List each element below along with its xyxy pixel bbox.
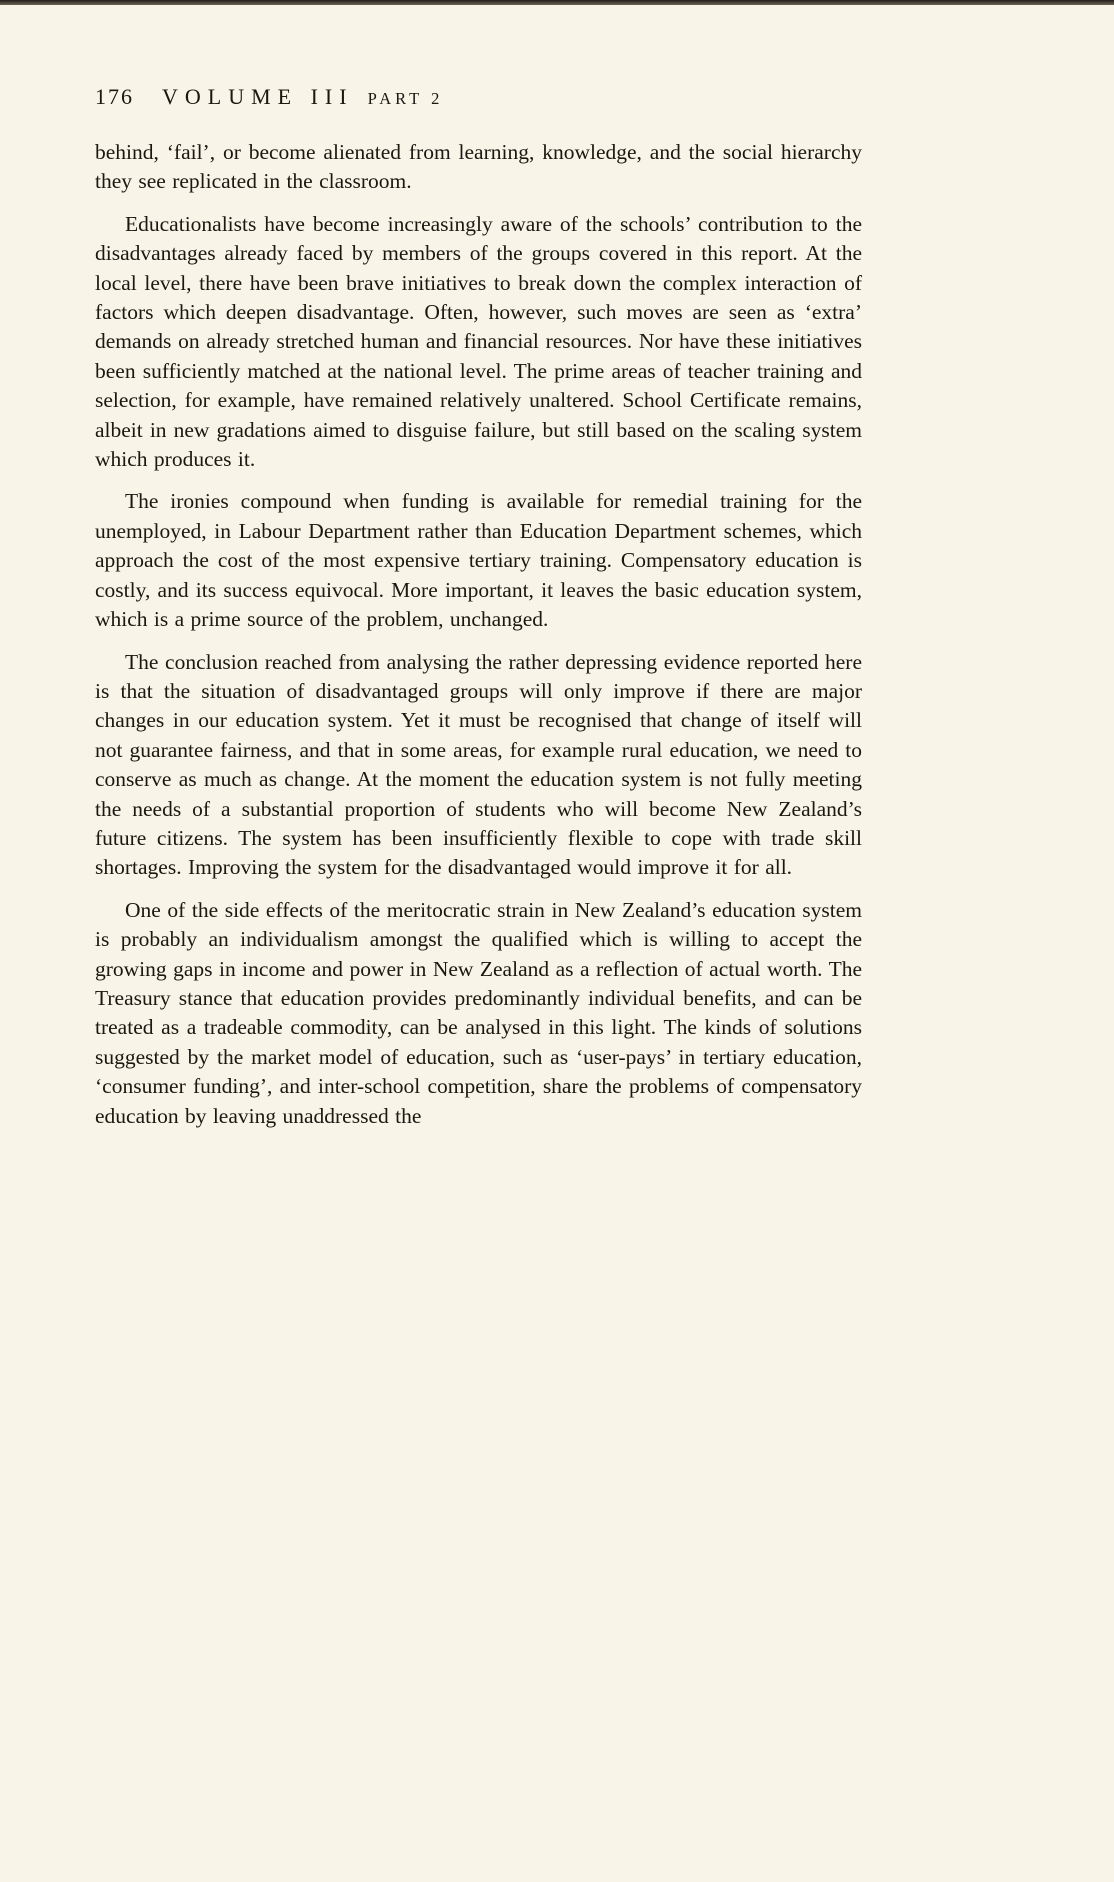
body-text	[95, 138, 862, 1131]
paragraph-1: behind, ‘fail’, or become alienated from learning, knowledge, and the social hierarchy they see replicated in the classroom.	[95, 140, 862, 194]
paragraph-5: One of the side effects of the meritocratic strain in New Zealand’s education system is probably an individualism amongst the qualified which is willing to accept the growing gaps in income and power in New Zealand as a reflection of actual worth. The Treasury stance that education provides predominantly individual benefits, and can be treated as a tradeable commodity, can be analysed in this light. The kinds of solutions suggested by the market model of education, such as ‘user-pays’ in tertiary education, ‘consumer funding’, and inter-school competition, share the problems of compensatory education by leaving unaddressed the	[95, 897, 862, 1128]
part-label: PART 2	[367, 89, 444, 108]
paragraph-4: The conclusion reached from analysing the rather depressing evidence reported here is that the situation of disadvantaged groups will only improve if there are major changes in our education system. Yet it must be recognised that change of itself will not guarantee fairness, and that in some areas, for example rural education, we need to conserve as much as change. At the moment the education system is not fully meeting the needs of a substantial proportion of students who will become New Zealand’s future citizens. The system has been insufficiently flexible to cope with trade skill shortages. Improving the system for the disadvantaged would improve it for all.	[95, 649, 862, 880]
paragraph-2: Educationalists have become increasingly aware of the schools’ contribution to the disadvantages already faced by members of the groups covered in this report. At the local level, there have been brave initiatives to break down the complex interaction of factors which deepen disadvantage. Often, however, such moves are seen as ‘extra’ demands on already stretched human and financial resources. Nor have these initiatives been sufficiently matched at the national level. The prime areas of teacher training and selection, for example, have remained relatively unaltered. School Certificate remains, albeit in new gradations aimed to disguise failure, but still based on the scaling system which produces it.	[95, 211, 862, 472]
volume-title: VOLUME III	[162, 84, 354, 109]
page-header	[95, 84, 862, 110]
page-number: 176	[95, 84, 134, 109]
paragraph-3: The ironies compound when funding is available for remedial training for the unemployed, in Labour Department rather than Education Department schemes, which approach the cost of the most expensive tertiary training. Compensatory education is costly, and its success equivocal. More important, it leaves the basic education system, which is a prime source of the problem, unchanged.	[95, 489, 862, 632]
